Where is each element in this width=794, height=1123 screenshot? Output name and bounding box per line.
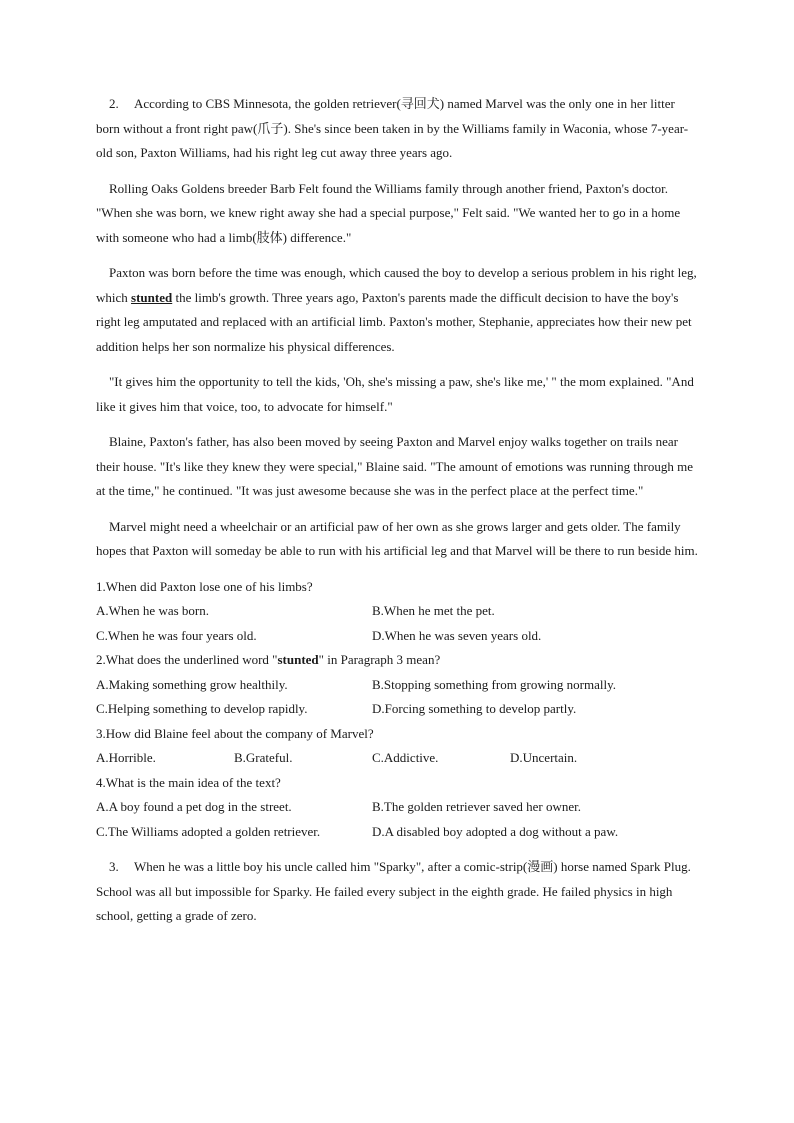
question-2-stem [96, 648, 698, 673]
question-1-stem: 1.When did Paxton lose one of his limbs? [96, 578, 313, 594]
passage2-paragraph-5: Blaine, Paxton's father, has also been moved by seeing Paxton and Marvel enjoy walks together on trails near their house. "It's like they knew they were special," Blaine said. "The amount of emotions was running through me at the time," he continued. "It was just awesome because she was in the perfect place at the perfect time." [96, 434, 693, 498]
passage3-paragraph-1 [96, 855, 698, 929]
question-2-options-row-2 [96, 697, 698, 722]
document-body [96, 92, 698, 929]
passage3-number: 3. [109, 859, 119, 874]
passage2-paragraph-2: Rolling Oaks Goldens breeder Barb Felt found the Williams family through another friend, Paxton's doctor. "When she was born, we knew right away she had a special purpose," Felt said. "We wanted her to go in a home with someone who had a limb(肢体) difference." [96, 180, 681, 245]
question-2-stem-word: stunted [277, 652, 319, 667]
question-2-option-a: A.Making something grow healthily. [96, 676, 288, 692]
question-1-option-a: A.When he was born. [96, 603, 209, 618]
p3-text-before: Paxton was born before the time was enough, which caused the boy to develop a serious problem in his right leg, which [96, 265, 697, 305]
underlined-word-stunted: stunted [131, 289, 173, 305]
question-3-option-c: C.Addictive. [372, 750, 439, 765]
p3-text-after: the limb's growth. Three years ago, Paxton's parents made the difficult decision to have the boy's right leg amputated and replaced with an artificial limb. Paxton's mother, Stephanie, appreciates how their new pet addition helps her son normalize his physical differences. [96, 289, 692, 354]
question-2-options-row-1 [96, 673, 698, 698]
question-1-options-row-2 [96, 624, 698, 649]
question-2-option-d: D.Forcing something to develop partly. [372, 701, 577, 716]
question-4-option-c: C.The Williams adopted a golden retriever. [96, 823, 321, 839]
question-2-stem-after: " in Paragraph 3 mean? [318, 652, 441, 667]
question-4-option-d: D.A disabled boy adopted a dog without a paw. [372, 823, 619, 839]
question-1-option-c: C.When he was four years old. [96, 627, 257, 643]
question-3-option-b: B.Grateful. [234, 750, 293, 765]
question-3-option-a: A.Horrible. [96, 750, 156, 765]
question-4-option-b: B.The golden retriever saved her owner. [372, 799, 582, 814]
question-1-option-b: B.When he met the pet. [372, 603, 495, 618]
question-4-stem: 4.What is the main idea of the text? [96, 774, 281, 790]
question-1-options-row-1 [96, 599, 698, 624]
question-2-option-b: B.Stopping something from growing normally. [372, 676, 616, 692]
question-3-options-row [96, 746, 698, 771]
question-3-stem: 3.How did Blaine feel about the company of Marvel? [96, 725, 374, 741]
passage2-paragraph-1 [96, 92, 698, 166]
passage2-paragraph-6: Marvel might need a wheelchair or an artificial paw of her own as she grows larger and gets older. The family hopes that Paxton will someday be able to run with his artificial leg and that Marvel will be there to run beside him. [96, 518, 698, 558]
question-3-option-d: D.Uncertain. [510, 750, 578, 765]
passage2-paragraph-4: "It gives him the opportunity to tell the kids, 'Oh, she's missing a paw, she's like me,' " the mom explained. "And like it gives him that voice, too, to advocate for himself." [96, 374, 694, 414]
question-1-option-d: D.When he was seven years old. [372, 627, 542, 643]
question-4-option-a: A.A boy found a pet dog in the street. [96, 799, 292, 814]
passage2-p1-text: According to CBS Minnesota, the golden retriever(寻回犬) named Marvel was the only one in her litter born without a front right paw(爪子). She's since been taken in by the Williams family in Waconia, whose 7-year-old son, Paxton Williams, had his right leg cut away three years ago. [96, 96, 689, 160]
question-4-options-row-2 [96, 820, 698, 845]
question-4-options-row-1 [96, 795, 698, 820]
question-2-option-c: C.Helping something to develop rapidly. [96, 701, 308, 716]
question-2-stem-before: 2.What does the underlined word " [96, 652, 278, 667]
passage2-number: 2. [109, 96, 119, 111]
passage2-paragraph-3 [96, 261, 698, 359]
passage3-p1-text: When he was a little boy his uncle called him "Sparky", after a comic-strip(漫画) horse named Spark Plug. School was all but impossible for Sparky. He failed every subject in the eighth grade. He failed physics in high school, getting a grade of zero. [96, 859, 691, 923]
